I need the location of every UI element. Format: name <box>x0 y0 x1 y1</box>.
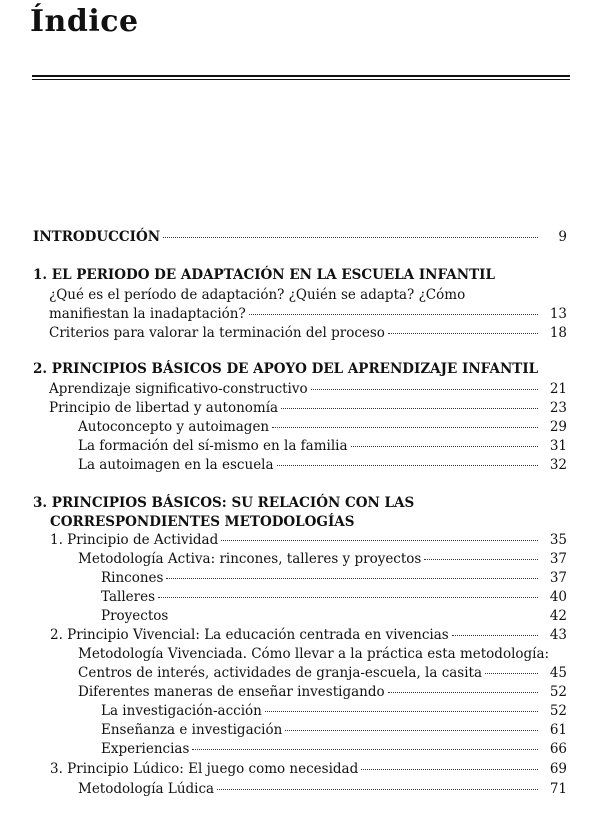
dot-leader <box>311 389 538 390</box>
toc-page-number: 37 <box>549 551 567 567</box>
toc-entry-title: 1. Principio de Actividad <box>50 532 219 548</box>
toc-page-number: 66 <box>549 741 567 757</box>
dot-leader <box>163 237 538 238</box>
toc-page-number: 71 <box>549 781 567 797</box>
toc-entry-title: 3. Principio Lúdico: El juego como necesidad <box>50 761 359 777</box>
toc-entry-talleres[interactable] <box>101 588 567 607</box>
toc-entry-introduccion[interactable] <box>33 228 567 247</box>
toc-entry-metodologia-ludica[interactable] <box>78 780 567 799</box>
toc-entry-title-line1[interactable]: ¿Qué es el período de adaptación? ¿Quién se adapta? ¿Cómo <box>49 287 466 303</box>
toc-entry-title: Metodología Activa: rincones, talleres y proyectos <box>78 551 422 567</box>
dot-leader <box>285 730 538 731</box>
toc-entry-vivencial[interactable] <box>50 626 567 645</box>
dot-leader <box>265 711 538 712</box>
toc-entry-title: Enseñanza e investigación <box>101 722 283 738</box>
dot-leader <box>281 408 538 409</box>
toc-page-number: 31 <box>549 438 567 454</box>
toc-page-number: 21 <box>549 381 567 397</box>
toc-entry-title: Rincones <box>101 570 164 586</box>
toc-entry-title: La investigación-acción <box>101 703 262 719</box>
dot-leader <box>272 427 538 428</box>
toc-entry-title: Centros de interés, actividades de granja-escuela, la casita <box>78 665 483 681</box>
toc-entry-ludico[interactable] <box>50 760 567 779</box>
toc-entry-title: Autoconcepto y autoimagen <box>78 419 270 435</box>
toc-page-number: 52 <box>549 684 567 700</box>
toc-page-number: 69 <box>549 761 567 777</box>
dot-leader <box>361 769 538 770</box>
toc-page-number: 29 <box>549 419 567 435</box>
toc-entry-title: La formación del sí-mismo en la familia <box>78 438 348 454</box>
toc-page-number: 52 <box>549 703 567 719</box>
section-heading-2[interactable]: 2. PRINCIPIOS BÁSICOS DE APOYO DEL APRENDIZAJE INFANTIL <box>33 361 539 377</box>
toc-page-number: 37 <box>549 570 567 586</box>
toc-entry-title-line1[interactable]: Metodología Vivenciada. Cómo llevar a la práctica esta metodología: <box>78 646 550 662</box>
toc-entry-ensenar-investigando[interactable] <box>78 683 567 702</box>
toc-entry-title: La autoimagen en la escuela <box>78 457 274 473</box>
toc-page-number: 32 <box>549 457 567 473</box>
toc-entry-si-mismo[interactable] <box>78 437 567 456</box>
dot-leader <box>388 692 538 693</box>
toc-page-number: 13 <box>549 306 567 322</box>
dot-leader <box>158 597 538 598</box>
toc-entry-libertad[interactable] <box>49 399 567 418</box>
toc-entry-title: Proyectos <box>101 608 169 624</box>
toc-entry-title: Criterios para valorar la terminación del proceso <box>49 325 385 341</box>
toc-page-number: 35 <box>549 532 567 548</box>
toc-entry-periodo-adaptacion[interactable] <box>49 305 567 324</box>
toc-entry-title: INTRODUCCIÓN <box>33 229 161 245</box>
toc-entry-title: 2. Principio Vivencial: La educación centrada en vivencias <box>50 627 449 643</box>
toc-entry-aprendizaje[interactable] <box>49 380 567 399</box>
dot-leader <box>452 635 538 636</box>
toc-page-number: 43 <box>549 627 567 643</box>
toc-entry-title: Principio de libertad y autonomía <box>49 400 279 416</box>
dot-leader <box>249 314 538 315</box>
dot-leader <box>217 789 538 790</box>
dot-leader <box>221 540 538 541</box>
dot-leader <box>424 559 538 560</box>
toc-entry-actividad[interactable] <box>50 531 567 550</box>
toc-page-number: 18 <box>549 325 567 341</box>
toc-entry-title: Metodología Lúdica <box>78 781 215 797</box>
toc-entry-metodologia-vivenciada[interactable] <box>78 664 567 683</box>
toc-entry-investigacion-accion[interactable] <box>101 702 567 721</box>
toc-entry-title: Diferentes maneras de enseñar investigando <box>78 684 385 700</box>
dot-leader <box>351 446 538 447</box>
section-heading-1[interactable]: 1. EL PERIODO DE ADAPTACIÓN EN LA ESCUELA INFANTIL <box>33 267 495 283</box>
toc-page-number: 42 <box>549 608 567 624</box>
toc-entry-criterios[interactable] <box>49 324 567 343</box>
toc-page-number: 40 <box>549 589 567 605</box>
section-heading-3-line1[interactable]: 3. PRINCIPIOS BÁSICOS: SU RELACIÓN CON LAS <box>33 495 415 511</box>
toc-entry-autoimagen-escuela[interactable] <box>78 456 567 475</box>
toc-page-number: 23 <box>549 400 567 416</box>
toc-entry-title: manifiestan la inadaptación? <box>49 306 246 322</box>
toc-entry-ensenanza-investigacion[interactable] <box>101 721 567 740</box>
dot-leader <box>388 333 538 334</box>
toc-page-number: 45 <box>549 665 567 681</box>
toc-entry-proyectos[interactable] <box>101 607 567 626</box>
toc-entry-rincones[interactable] <box>101 569 567 588</box>
toc-page-number: 61 <box>549 722 567 738</box>
toc-page-number: 9 <box>558 229 567 245</box>
toc-entry-title: Experiencias <box>101 741 190 757</box>
dot-leader <box>277 465 538 466</box>
toc-entry-experiencias[interactable] <box>101 740 567 759</box>
toc-entry-title: Aprendizaje significativo-constructivo <box>49 381 308 397</box>
section-heading-3-line2[interactable]: CORRESPONDIENTES METODOLOGÍAS <box>50 514 355 530</box>
dot-leader <box>485 673 538 674</box>
dot-leader <box>192 749 538 750</box>
toc-entry-title: Talleres <box>101 589 155 605</box>
toc-entry-autoconcepto[interactable] <box>78 418 567 437</box>
page-title: Índice <box>30 4 139 39</box>
toc-entry-metodologia-activa[interactable] <box>78 550 567 569</box>
dot-leader <box>166 578 538 579</box>
